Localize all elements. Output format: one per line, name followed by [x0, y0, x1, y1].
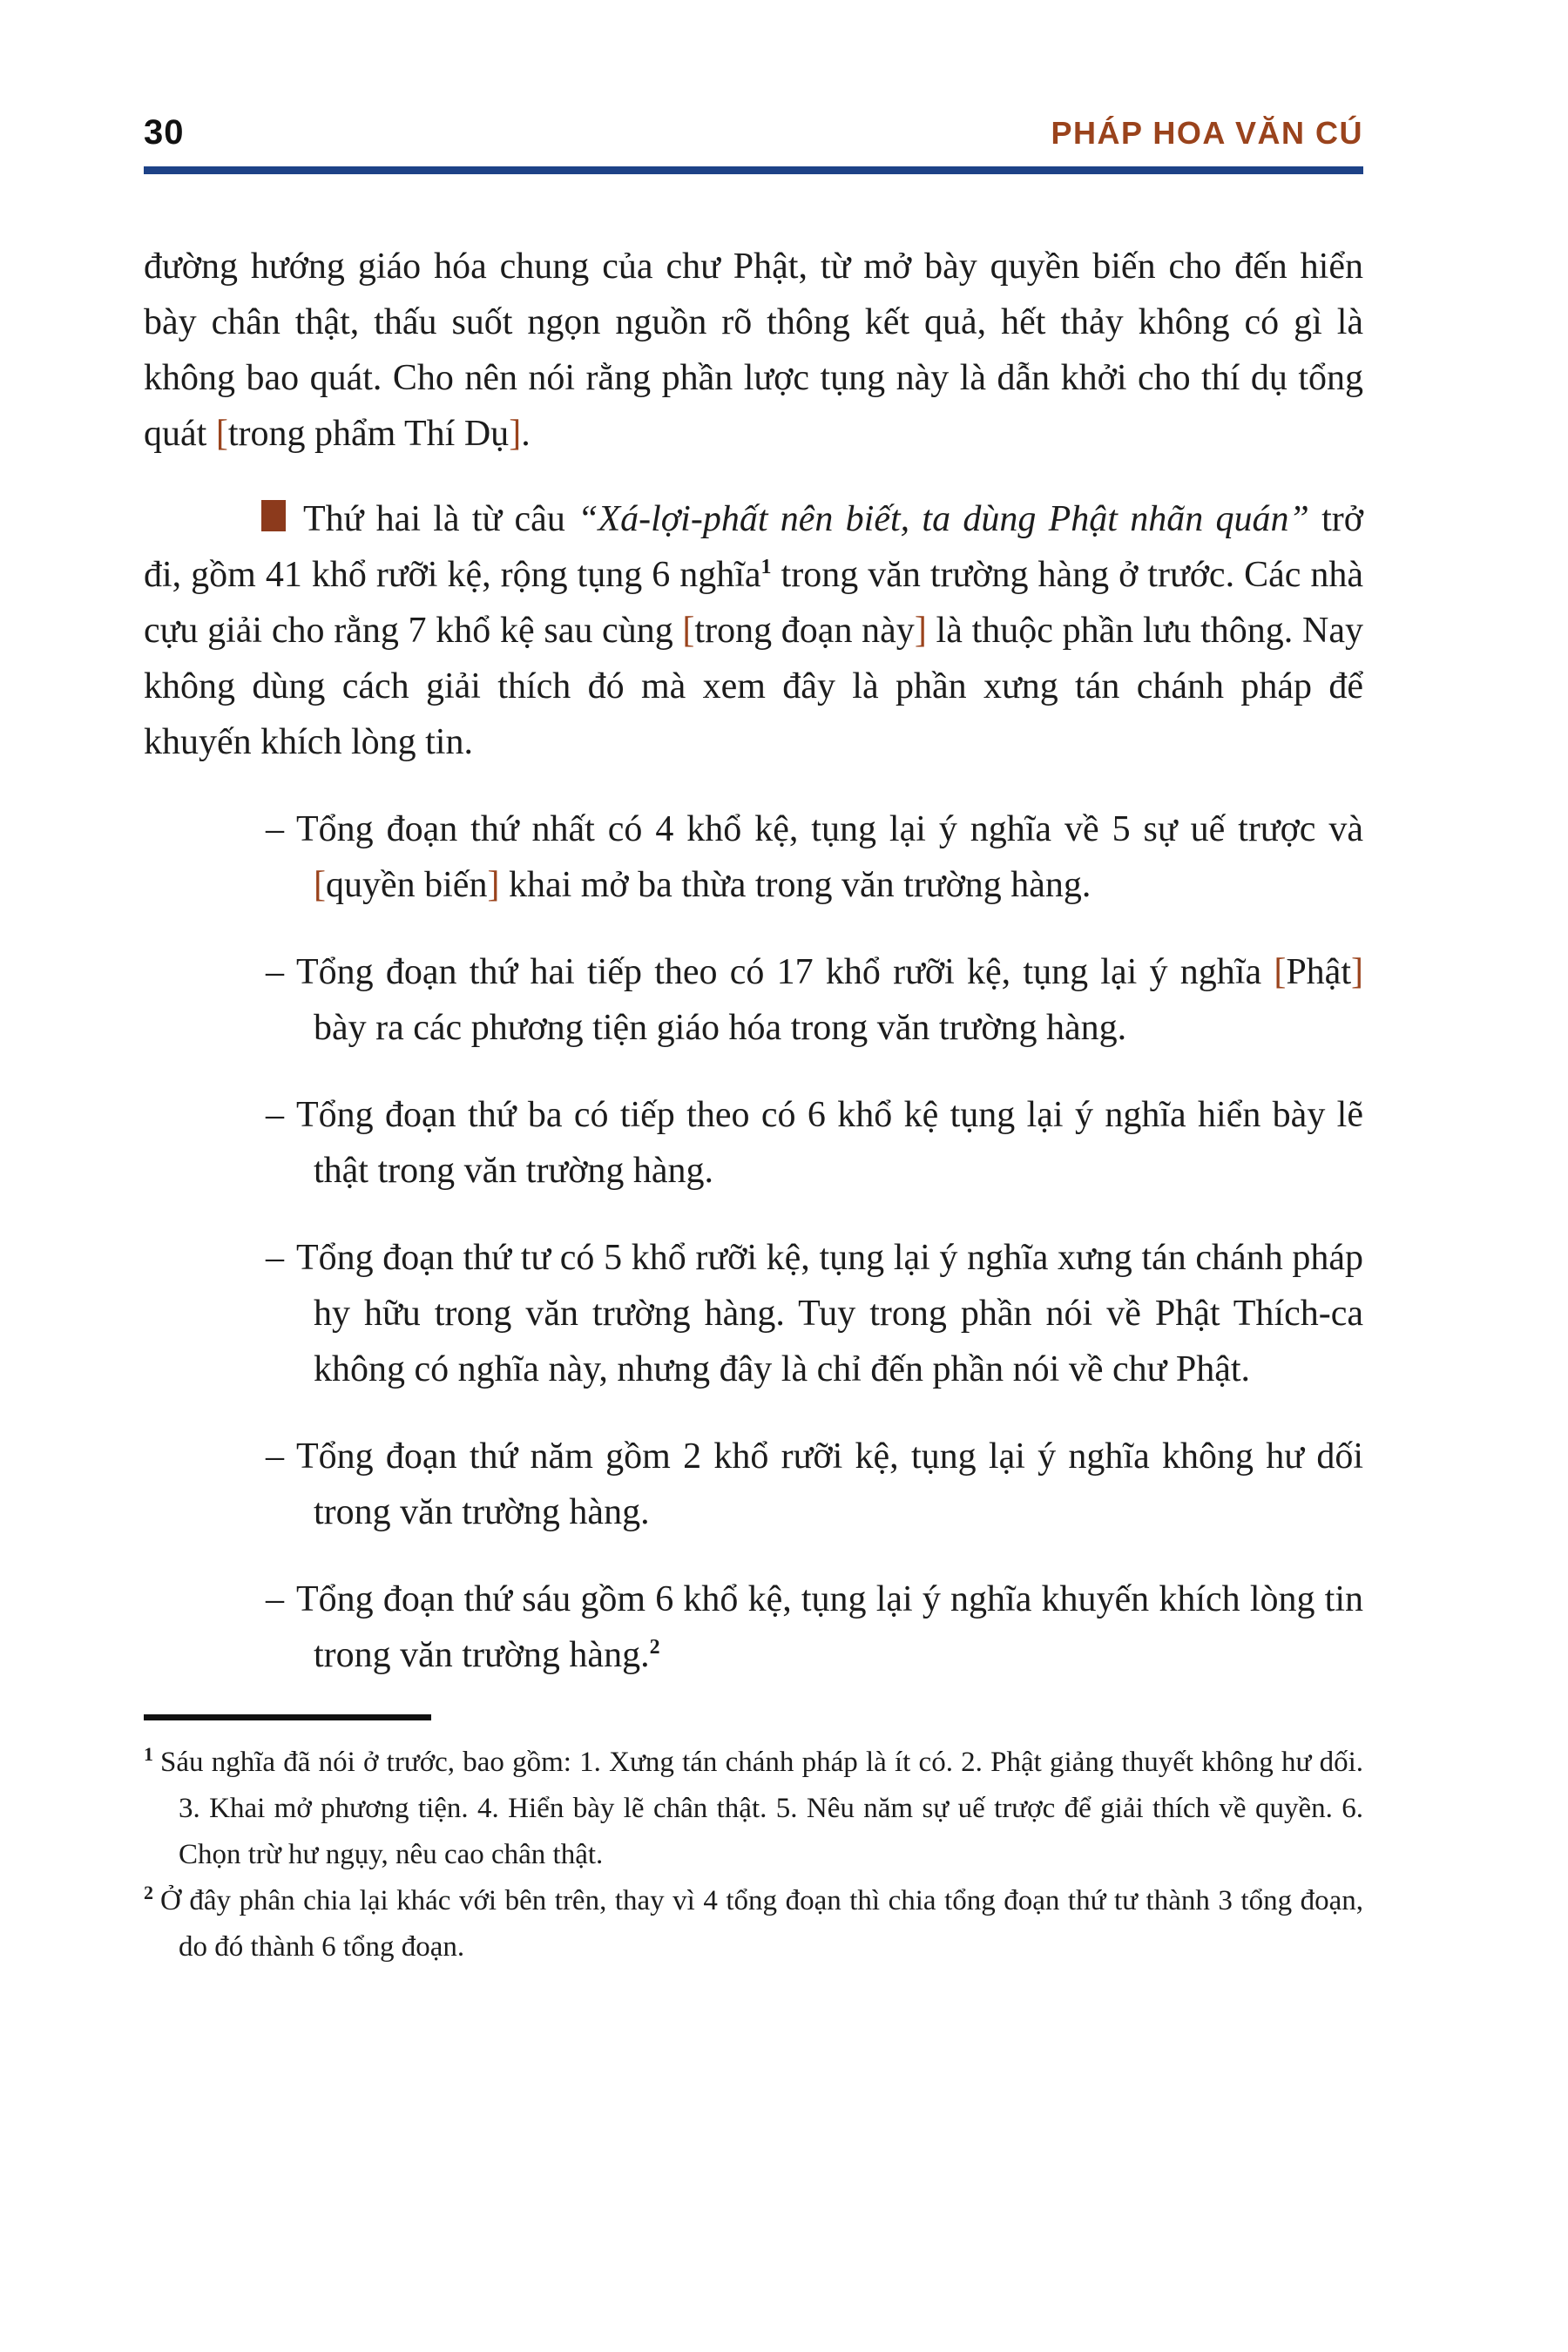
- bracket-gloss-mark: ]: [509, 414, 522, 454]
- text-run: Thứ hai là từ câu: [303, 499, 578, 539]
- list-item-5: [144, 1429, 1363, 1540]
- body-content: [144, 239, 1363, 1683]
- footnote-list: [144, 1740, 1363, 1970]
- text-run: trong văn trường hàng ở trước. Các nhà cựu giải cho rằng 7 khổ kệ sau cùng: [144, 555, 1363, 651]
- bracket-gloss-mark: ]: [914, 611, 927, 651]
- footnote-separator: [144, 1714, 431, 1720]
- text-run: Tổng đoạn thứ sáu gồm 6 khổ kệ, tụng lại ý nghĩa khuyến khích lòng tin trong văn trường hàng.: [296, 1579, 1363, 1675]
- footnote-2: [144, 1878, 1363, 1970]
- list-item-dash: –: [266, 1238, 284, 1278]
- list-item-4: [144, 1230, 1363, 1397]
- list-item-6: [144, 1571, 1363, 1683]
- text-run: Tổng đoạn thứ năm gồm 2 khổ rưỡi kệ, tụng lại ý nghĩa không hư dối trong văn trường hàng.: [296, 1436, 1363, 1532]
- paragraph-second-section: [144, 491, 1363, 770]
- footnote-marker: 1: [144, 1743, 153, 1765]
- bracket-gloss-mark: [: [215, 414, 228, 454]
- footnote-reference: 2: [649, 1636, 660, 1659]
- footnote-marker: 2: [144, 1882, 153, 1903]
- footnote-reference: 1: [760, 556, 772, 578]
- text-run: Tổng đoạn thứ ba có tiếp theo có 6 khổ kệ tụng lại ý nghĩa hiển bày lẽ thật trong văn trường hàng.: [296, 1095, 1363, 1191]
- list-item-dash: –: [266, 809, 284, 849]
- footnote-text: Ở đây phân chia lại khác với bên trên, thay vì 4 tổng đoạn thì chia tổng đoạn thứ tư thành 3 tổng đoạn, do đó thành 6 tổng đoạn.: [160, 1885, 1363, 1963]
- text-run: trở đi, gồm 41 khổ rưỡi kệ, rộng tụng 6 nghĩa: [144, 499, 1363, 595]
- text-run: khai mở ba thừa trong văn trường hàng.: [499, 865, 1092, 905]
- text-run: Phật: [1286, 952, 1351, 992]
- bracket-gloss-mark: ]: [1351, 952, 1363, 992]
- footnote-1: [144, 1740, 1363, 1878]
- footnotes-section: [144, 1714, 1363, 1970]
- footnote-text: Sáu nghĩa đã nói ở trước, bao gồm: 1. Xưng tán chánh pháp là ít có. 2. Phật giảng thuyết không hư dối. 3. Khai mở phương tiện. 4. Hiển bày lẽ chân thật. 5. Nêu năm sự uế trược để giải thích về quyền. 6. Chọn trừ hư ngụy, nêu cao chân thật.: [160, 1747, 1363, 1870]
- running-header: [144, 113, 1363, 152]
- text-run: Tổng đoạn thứ nhất có 4 khổ kệ, tụng lại ý nghĩa về 5 sự uế trược và: [296, 809, 1363, 849]
- bracket-gloss-mark: [: [314, 865, 326, 905]
- list-item-dash: –: [266, 1095, 284, 1135]
- bracket-gloss-mark: ]: [487, 865, 500, 905]
- text-run: trong đoạn này: [694, 611, 915, 651]
- text-run: quyền biến: [326, 865, 488, 905]
- header-rule: [144, 166, 1363, 174]
- list-item-1: [144, 801, 1363, 913]
- list-item-dash: –: [266, 1579, 284, 1619]
- text-run: bày ra các phương tiện giáo hóa trong văn trường hàng.: [314, 1008, 1127, 1048]
- text-run: Tổng đoạn thứ hai tiếp theo có 17 khổ rưỡi kệ, tụng lại ý nghĩa: [296, 952, 1274, 992]
- bracket-gloss-mark: [: [682, 611, 695, 651]
- page-number: 30: [144, 113, 185, 152]
- text-run: đường hướng giáo hóa chung của chư Phật, từ mở bày quyền biến cho đến hiển bày chân thật, thấu suốt ngọn nguồn rõ thông kết quả, hết thảy không có gì là không bao quát. Cho nên nói rằng phần lược tụng này là dẫn khởi cho thí dụ tổng quát: [144, 247, 1363, 454]
- bracket-gloss-mark: [: [1274, 952, 1287, 992]
- text-run: là thuộc phần lưu thông. Nay không dùng cách giải thích đó mà xem đây là phần xưng tán chánh pháp để khuyến khích lòng tin.: [144, 611, 1363, 762]
- running-header-title: PHÁP HOA VĂN CÚ: [1051, 115, 1363, 151]
- list-item-2: [144, 944, 1363, 1056]
- list-item-3: [144, 1087, 1363, 1199]
- text-run: .: [521, 414, 531, 454]
- paragraph-continuation: [144, 239, 1363, 462]
- list-item-dash: –: [266, 952, 284, 992]
- text-run: Tổng đoạn thứ tư có 5 khổ rưỡi kệ, tụng lại ý nghĩa xưng tán chánh pháp hy hữu trong văn trường hàng. Tuy trong phần nói về Phật Thích-ca không có nghĩa này, nhưng đây là chỉ đến phần nói về chư Phật.: [296, 1238, 1363, 1389]
- list-item-dash: –: [266, 1436, 284, 1477]
- text-run: “Xá-lợi-phất nên biết, ta dùng Phật nhãn quán”: [578, 499, 1309, 539]
- text-run: trong phẩm Thí Dụ: [227, 414, 510, 454]
- section-bullet-icon: [261, 500, 286, 531]
